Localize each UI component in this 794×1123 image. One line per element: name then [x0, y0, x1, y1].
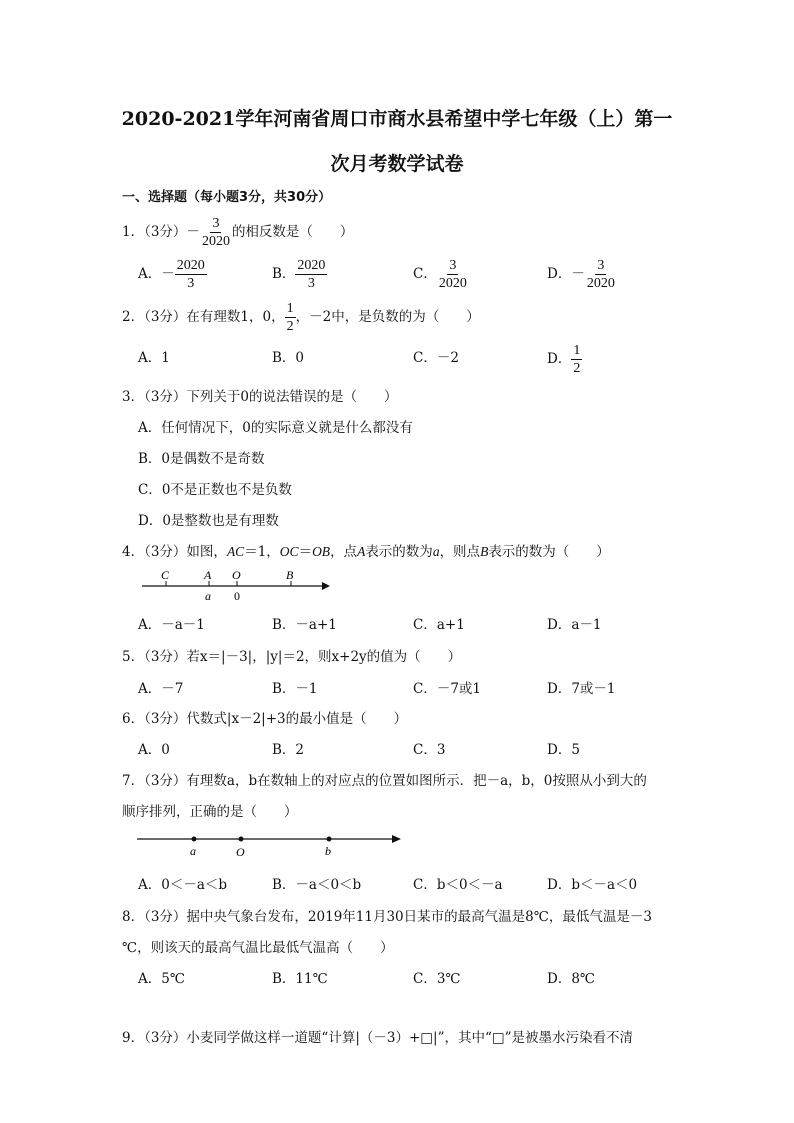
question-4-option-c[interactable]: C．a+1	[413, 617, 465, 633]
page-title-line1: 2020-2021学年河南省周口市商水县希望中学七年级（上）第一	[121, 108, 673, 130]
point-label-b: B	[286, 568, 294, 582]
question-8-stem-line2: ℃，则该天的最高气温比最低气温高（ ）	[122, 940, 394, 956]
question-4-option-d[interactable]: D．a－1	[547, 617, 602, 633]
question-3-option-d[interactable]: D．0是整数也是有理数	[138, 513, 279, 529]
question-6-option-a[interactable]: A．0	[138, 742, 170, 758]
question-2-option-b[interactable]: B．0	[272, 350, 305, 366]
fraction: $\frac{3}{2020}$	[201, 216, 230, 249]
question-8-option-a[interactable]: A．5℃	[138, 971, 185, 987]
question-7-option-a[interactable]: A．0＜－a＜b	[138, 877, 228, 893]
question-6-stem: 6．（3分）代数式|x－2|+3的最小值是（ ）	[122, 711, 408, 727]
question-3-option-b[interactable]: B．0是偶数不是奇数	[138, 451, 265, 467]
question-5-option-d[interactable]: D．7或－1	[547, 681, 616, 697]
question-7-option-c[interactable]: C．b＜0＜－a	[413, 877, 503, 893]
question-8-option-c[interactable]: C．3℃	[413, 971, 461, 987]
question-1-option-b[interactable]: B． $\frac{2020}{3}$	[272, 258, 326, 291]
point-label-o: O	[236, 845, 245, 859]
question-7-option-b[interactable]: B．－a＜0＜b	[272, 877, 362, 893]
question-3-option-a[interactable]: A．任何情况下，0的实际意义就是什么都没有	[138, 420, 413, 436]
value-label-zero: 0	[234, 589, 240, 603]
point-label-o: O	[232, 568, 241, 582]
point-label-c: C	[161, 568, 170, 582]
question-3-stem: 3．（3分）下列关于0的说法错误的是（ ）	[122, 389, 398, 405]
question-6-option-c[interactable]: C．3	[413, 742, 446, 758]
question-5-option-b[interactable]: B．－1	[272, 681, 318, 697]
question-7-stem-line2: 顺序排列，正确的是（ ）	[122, 804, 298, 820]
question-5-option-c[interactable]: C．－7或1	[413, 681, 482, 697]
number-line-figure-4	[138, 566, 338, 606]
value-label-a: a	[205, 589, 211, 603]
question-5-stem: 5．（3分）若x＝|－3|，|y|＝2，则x+2y的值为（ ）	[122, 649, 462, 665]
page-title-line2: 次月考数学试卷	[330, 153, 464, 175]
question-7-stem-line1: 7．（3分）有理数a，b在数轴上的对应点的位置如图所示．把－a，b，0按照从小到大的	[122, 773, 647, 789]
point-label-b: b	[325, 844, 331, 858]
point-label-a: a	[190, 844, 196, 858]
question-8-option-d[interactable]: D．8℃	[547, 971, 596, 987]
number-line-figure-7	[135, 828, 410, 860]
question-2-option-c[interactable]: C．－2	[413, 350, 459, 366]
question-8-stem-line1: 8．（3分）据中央气象台发布，2019年11月30日某市的最高气温是8℃，最低气温是－3	[122, 909, 652, 925]
question-4-option-a[interactable]: A．－a－1	[138, 617, 205, 633]
question-4-stem: 4．（3分）如图，AC＝1，OC＝OB，点A表示的数为a，则点B表示的数为（ ）	[122, 544, 610, 560]
question-1-option-d[interactable]: D．－ $\frac{3}{2020}$	[547, 258, 615, 291]
question-6-option-b[interactable]: B．2	[272, 742, 305, 758]
question-1-option-c[interactable]: C． $\frac{3}{2020}$	[413, 258, 467, 291]
question-9-stem-line1: 9．（3分）小麦同学做这样一道题“计算|（－3）+□|”，其中“□”是被墨水污染看不清	[122, 1030, 634, 1046]
point-label-a: A	[204, 568, 212, 582]
question-7-option-d[interactable]: D．b＜－a＜0	[547, 877, 638, 893]
question-2-option-a[interactable]: A．1	[138, 350, 170, 366]
question-1-option-a[interactable]: A．－ $\frac{2020}{3}$	[138, 258, 205, 291]
question-8-option-b[interactable]: B．11℃	[272, 971, 328, 987]
question-5-option-a[interactable]: A．－7	[138, 681, 184, 697]
question-1-stem: 1．（3分）－ $\frac{3}{2020}$ 的相反数是（ ）	[122, 216, 354, 249]
question-2-stem: 2．（3分）在有理数1，0， $\frac{1}{2}$ ，－2中，是负数的为（ ）	[122, 301, 480, 334]
question-3-option-c[interactable]: C．0不是正数也不是负数	[138, 482, 292, 498]
question-2-option-d[interactable]: D． $\frac{1}{2}$	[547, 343, 581, 376]
question-6-option-d[interactable]: D．5	[547, 742, 580, 758]
section-heading: 一、选择题（每小题3分，共30分）	[122, 190, 332, 205]
question-4-option-b[interactable]: B．－a+1	[272, 617, 337, 633]
